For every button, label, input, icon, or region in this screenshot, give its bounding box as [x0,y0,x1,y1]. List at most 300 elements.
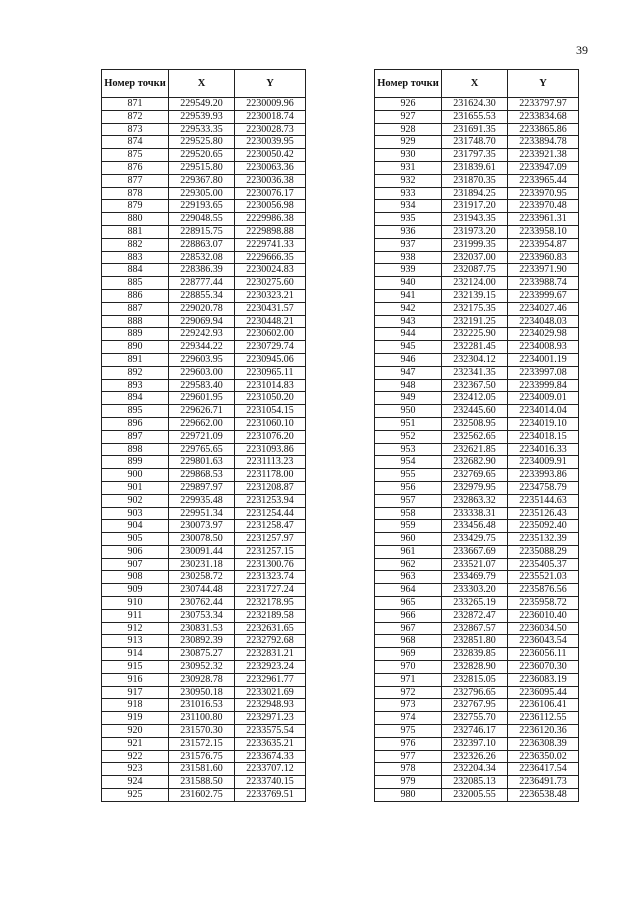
cell-y: 2235144.63 [508,494,579,507]
cell-y: 2236308.39 [508,737,579,750]
cell-y: 2230945.06 [235,353,306,366]
cell-x: 229539.93 [169,110,235,123]
cell-point-number: 927 [375,110,442,123]
cell-y: 2234014.04 [508,405,579,418]
cell-point-number: 912 [102,622,169,635]
table-row [375,289,579,302]
cell-y: 2232631.65 [235,622,306,635]
table-row [102,533,306,546]
cell-x: 230231.18 [169,558,235,571]
cell-point-number: 934 [375,200,442,213]
table-row [375,98,579,111]
table-row [102,456,306,469]
cell-point-number: 887 [102,302,169,315]
table-row [375,161,579,174]
cell-point-number: 900 [102,469,169,482]
cell-y: 2233965.44 [508,174,579,187]
cell-x: 231572.15 [169,737,235,750]
cell-point-number: 905 [102,533,169,546]
table-row [102,187,306,200]
cell-x: 229020.78 [169,302,235,315]
cell-point-number: 892 [102,366,169,379]
table-row [102,763,306,776]
cell-x: 232621.85 [442,443,508,456]
cell-x: 232863.32 [442,494,508,507]
table-row [375,789,579,802]
cell-point-number: 974 [375,712,442,725]
cell-y: 2230018.74 [235,110,306,123]
table-row [102,379,306,392]
cell-point-number: 938 [375,251,442,264]
cell-y: 2235092.40 [508,520,579,533]
cell-y: 2233769.51 [235,789,306,802]
cell-y: 2232189.58 [235,609,306,622]
cell-point-number: 894 [102,392,169,405]
table-row [375,238,579,251]
header-point-number: Номер точки [102,70,169,98]
table-row [375,264,579,277]
cell-point-number: 926 [375,98,442,111]
cell-point-number: 925 [102,789,169,802]
cell-y: 2233971.90 [508,264,579,277]
table-row [102,584,306,597]
cell-point-number: 928 [375,123,442,136]
cell-point-number: 878 [102,187,169,200]
cell-x: 231624.30 [442,98,508,111]
cell-point-number: 954 [375,456,442,469]
table-row [375,149,579,162]
table-row [375,776,579,789]
cell-y: 2233575.54 [235,725,306,738]
cell-x: 233521.07 [442,558,508,571]
cell-point-number: 955 [375,469,442,482]
cell-y: 2231076.20 [235,430,306,443]
cell-point-number: 908 [102,571,169,584]
table-row [102,443,306,456]
cell-point-number: 907 [102,558,169,571]
cell-y: 2236010.40 [508,609,579,622]
cell-x: 232562.65 [442,430,508,443]
cell-point-number: 909 [102,584,169,597]
cell-x: 232397.10 [442,737,508,750]
table-row [102,789,306,802]
cell-x: 228915.75 [169,225,235,238]
cell-x: 229525.80 [169,136,235,149]
header-y: Y [235,70,306,98]
cell-y: 2236056.11 [508,648,579,661]
table-row [375,699,579,712]
table-row [102,661,306,674]
cell-x: 232085.13 [442,776,508,789]
header-x: X [169,70,235,98]
table-row [102,686,306,699]
cell-x: 232979.95 [442,481,508,494]
table-row [102,597,306,610]
cell-x: 232367.50 [442,379,508,392]
page-number: 39 [576,43,588,57]
cell-y: 2231257.15 [235,545,306,558]
table-row [102,405,306,418]
cell-x: 232508.95 [442,417,508,430]
table-row [375,584,579,597]
cell-point-number: 901 [102,481,169,494]
cell-y: 2233960.83 [508,251,579,264]
table-row [375,673,579,686]
cell-x: 231943.35 [442,213,508,226]
cell-x: 230831.53 [169,622,235,635]
table-row [375,315,579,328]
cell-point-number: 893 [102,379,169,392]
cell-y: 2235876.56 [508,584,579,597]
cell-y: 2232178.95 [235,597,306,610]
cell-y: 2233707.12 [235,763,306,776]
table-row [102,328,306,341]
cell-y: 2234009.01 [508,392,579,405]
cell-y: 2233740.15 [235,776,306,789]
cell-point-number: 906 [102,545,169,558]
cell-y: 2230024.83 [235,264,306,277]
cell-point-number: 896 [102,417,169,430]
cell-point-number: 903 [102,507,169,520]
cell-x: 229935.48 [169,494,235,507]
cell-y: 2230009.96 [235,98,306,111]
cell-y: 2233999.67 [508,289,579,302]
cell-x: 232204.34 [442,763,508,776]
table-row [375,213,579,226]
table-row [102,417,306,430]
table-row [102,264,306,277]
cell-x: 232281.45 [442,341,508,354]
cell-y: 2234019.10 [508,417,579,430]
cell-point-number: 923 [102,763,169,776]
cell-point-number: 971 [375,673,442,686]
cell-y: 2236350.02 [508,750,579,763]
table-row [375,277,579,290]
cell-y: 2231208.87 [235,481,306,494]
cell-y: 2234758.79 [508,481,579,494]
cell-point-number: 881 [102,225,169,238]
cell-point-number: 972 [375,686,442,699]
cell-y: 2230602.00 [235,328,306,341]
cell-y: 2232923.24 [235,661,306,674]
cell-point-number: 873 [102,123,169,136]
table-row [102,750,306,763]
cell-point-number: 961 [375,545,442,558]
table-row [102,238,306,251]
cell-point-number: 879 [102,200,169,213]
cell-x: 230950.18 [169,686,235,699]
cell-x: 229549.20 [169,98,235,111]
table-row [375,571,579,584]
cell-x: 231870.35 [442,174,508,187]
cell-x: 232746.17 [442,725,508,738]
cell-x: 231588.50 [169,776,235,789]
cell-x: 233303.20 [442,584,508,597]
cell-x: 232851.80 [442,635,508,648]
cell-y: 2233954.87 [508,238,579,251]
cell-y: 2230036.38 [235,174,306,187]
cell-x: 232796.65 [442,686,508,699]
table-row [375,648,579,661]
cell-point-number: 933 [375,187,442,200]
cell-x: 229897.97 [169,481,235,494]
cell-x: 229048.55 [169,213,235,226]
cell-x: 233338.31 [442,507,508,520]
cell-x: 228855.34 [169,289,235,302]
table-row [375,469,579,482]
cell-x: 230952.32 [169,661,235,674]
cell-x: 229801.63 [169,456,235,469]
cell-y: 2233635.21 [235,737,306,750]
cell-point-number: 973 [375,699,442,712]
table-row [375,545,579,558]
cell-x: 232341.35 [442,366,508,379]
table-row [375,430,579,443]
cell-point-number: 917 [102,686,169,699]
table-header-row [102,70,306,98]
cell-y: 2236083.19 [508,673,579,686]
cell-y: 2230275.60 [235,277,306,290]
table-row [375,341,579,354]
cell-point-number: 921 [102,737,169,750]
table-row [375,520,579,533]
table-row [102,213,306,226]
cell-x: 232815.05 [442,673,508,686]
cell-point-number: 963 [375,571,442,584]
cell-x: 233265.19 [442,597,508,610]
table-row [375,251,579,264]
cell-y: 2230448.21 [235,315,306,328]
cell-y: 2234048.03 [508,315,579,328]
table-row [375,609,579,622]
cell-x: 229951.34 [169,507,235,520]
table-row [102,469,306,482]
table-row [375,392,579,405]
table-row [102,673,306,686]
cell-y: 2232831.21 [235,648,306,661]
cell-x: 231655.53 [442,110,508,123]
cell-point-number: 932 [375,174,442,187]
cell-x: 232326.26 [442,750,508,763]
cell-y: 2234008.93 [508,341,579,354]
table-row [102,635,306,648]
table-row [102,558,306,571]
cell-y: 2231178.00 [235,469,306,482]
cell-y: 2233958.10 [508,225,579,238]
cell-y: 2236106.41 [508,699,579,712]
table-row [102,648,306,661]
cell-x: 232769.65 [442,469,508,482]
cell-y: 2235521.03 [508,571,579,584]
cell-x: 231016.53 [169,699,235,712]
cell-point-number: 945 [375,341,442,354]
cell-y: 2229986.38 [235,213,306,226]
cell-x: 231797.35 [442,149,508,162]
cell-x: 230091.44 [169,545,235,558]
cell-y: 2236417.54 [508,763,579,776]
cell-point-number: 946 [375,353,442,366]
table-row [102,392,306,405]
cell-point-number: 942 [375,302,442,315]
cell-x: 232304.12 [442,353,508,366]
cell-x: 232037.00 [442,251,508,264]
cell-point-number: 924 [102,776,169,789]
cell-y: 2230076.17 [235,187,306,200]
cell-x: 229868.53 [169,469,235,482]
cell-x: 231581.60 [169,763,235,776]
cell-point-number: 918 [102,699,169,712]
cell-y: 2233947.09 [508,161,579,174]
cell-point-number: 922 [102,750,169,763]
cell-point-number: 902 [102,494,169,507]
cell-point-number: 941 [375,289,442,302]
cell-y: 2230729.74 [235,341,306,354]
cell-x: 232087.75 [442,264,508,277]
coordinates-table-left [101,69,306,802]
cell-y: 2229666.35 [235,251,306,264]
cell-x: 231602.75 [169,789,235,802]
cell-point-number: 920 [102,725,169,738]
cell-y: 2229741.33 [235,238,306,251]
cell-x: 230875.27 [169,648,235,661]
cell-x: 230928.78 [169,673,235,686]
table-row [102,430,306,443]
table-row [102,507,306,520]
cell-point-number: 899 [102,456,169,469]
table-row [375,737,579,750]
cell-y: 2229898.88 [235,225,306,238]
cell-x: 230892.39 [169,635,235,648]
cell-point-number: 890 [102,341,169,354]
cell-y: 2232948.93 [235,699,306,712]
cell-x: 233429.75 [442,533,508,546]
table-row [375,136,579,149]
cell-y: 2232971.23 [235,712,306,725]
cell-x: 232139.15 [442,289,508,302]
cell-x: 230744.48 [169,584,235,597]
table-row [375,686,579,699]
table-row [102,545,306,558]
header-x: X [442,70,508,98]
table-row [375,443,579,456]
table-row [375,661,579,674]
cell-y: 2231054.15 [235,405,306,418]
table-row [102,353,306,366]
cell-y: 2233997.08 [508,366,579,379]
cell-y: 2234018.15 [508,430,579,443]
cell-x: 232682.90 [442,456,508,469]
table-row [375,366,579,379]
cell-y: 2230028.73 [235,123,306,136]
cell-point-number: 919 [102,712,169,725]
coordinates-table-right [374,69,579,802]
table-row [102,737,306,750]
header-point-number: Номер точки [375,70,442,98]
cell-point-number: 953 [375,443,442,456]
cell-x: 229765.65 [169,443,235,456]
table-row [102,481,306,494]
table-row [102,494,306,507]
cell-point-number: 880 [102,213,169,226]
table-row [375,558,579,571]
cell-point-number: 943 [375,315,442,328]
cell-x: 232828.90 [442,661,508,674]
cell-y: 2234027.46 [508,302,579,315]
cell-x: 229520.65 [169,149,235,162]
cell-y: 2233797.97 [508,98,579,111]
table-row [102,277,306,290]
cell-y: 2230431.57 [235,302,306,315]
cell-y: 2230063.36 [235,161,306,174]
cell-y: 2234001.19 [508,353,579,366]
cell-y: 2233993.86 [508,469,579,482]
cell-x: 229344.22 [169,341,235,354]
cell-y: 2233999.84 [508,379,579,392]
cell-y: 2231258.47 [235,520,306,533]
cell-point-number: 970 [375,661,442,674]
cell-point-number: 929 [375,136,442,149]
cell-y: 2234016.33 [508,443,579,456]
cell-y: 2235088.29 [508,545,579,558]
cell-y: 2233970.95 [508,187,579,200]
cell-x: 232767.95 [442,699,508,712]
cell-x: 232175.35 [442,302,508,315]
cell-x: 232872.47 [442,609,508,622]
cell-y: 2233988.74 [508,277,579,290]
table-row [375,200,579,213]
cell-point-number: 968 [375,635,442,648]
cell-point-number: 898 [102,443,169,456]
table-row [375,494,579,507]
cell-y: 2236112.55 [508,712,579,725]
cell-x: 229662.00 [169,417,235,430]
table-row [375,379,579,392]
cell-point-number: 895 [102,405,169,418]
cell-y: 2233921.38 [508,149,579,162]
cell-x: 229193.65 [169,200,235,213]
cell-x: 229721.09 [169,430,235,443]
cell-x: 232755.70 [442,712,508,725]
cell-y: 2236491.73 [508,776,579,789]
cell-y: 2230050.42 [235,149,306,162]
cell-y: 2230323.21 [235,289,306,302]
cell-point-number: 872 [102,110,169,123]
table-row [375,750,579,763]
cell-x: 231100.80 [169,712,235,725]
cell-y: 2235405.37 [508,558,579,571]
cell-point-number: 975 [375,725,442,738]
cell-y: 2235132.39 [508,533,579,546]
table-row [102,110,306,123]
table-row [375,763,579,776]
cell-point-number: 882 [102,238,169,251]
cell-y: 2231253.94 [235,494,306,507]
table-row [102,149,306,162]
table-row [102,341,306,354]
table-row [375,110,579,123]
cell-point-number: 978 [375,763,442,776]
cell-x: 228777.44 [169,277,235,290]
cell-x: 228386.39 [169,264,235,277]
cell-point-number: 883 [102,251,169,264]
cell-point-number: 979 [375,776,442,789]
cell-x: 231973.20 [442,225,508,238]
cell-point-number: 966 [375,609,442,622]
cell-x: 232867.57 [442,622,508,635]
cell-x: 230073.97 [169,520,235,533]
cell-x: 231839.61 [442,161,508,174]
cell-point-number: 891 [102,353,169,366]
